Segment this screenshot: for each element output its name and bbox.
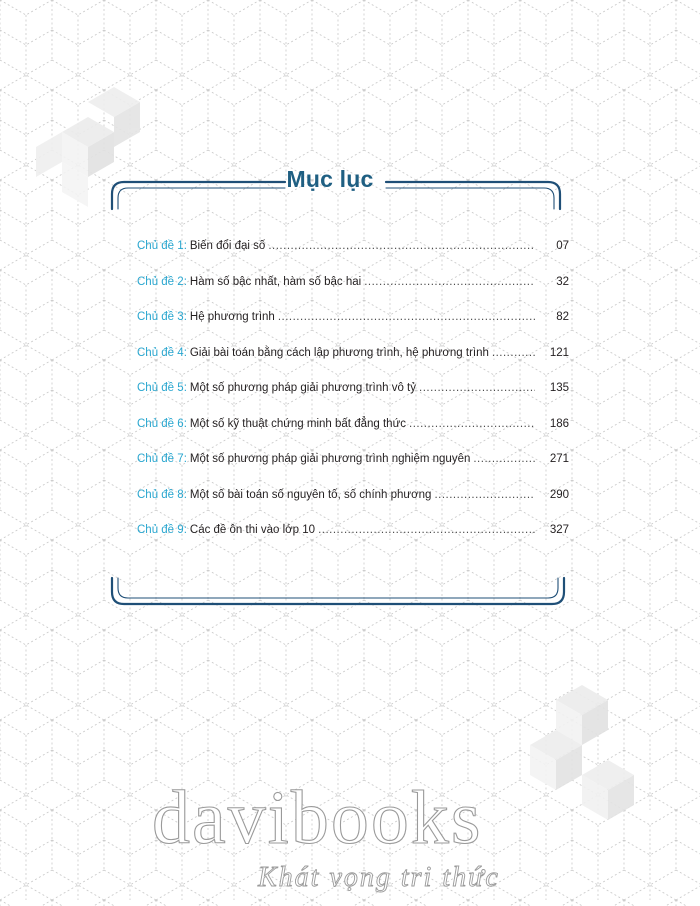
chapter-label: Chủ đề 8 — [137, 489, 184, 501]
toc-item-9[interactable]: Chủ đề 9 : Các đề ôn thi vào lớp 10 ..... 327 — [137, 516, 569, 536]
brand-watermark: davibooks — [152, 776, 483, 860]
toc-item-2[interactable]: Chủ đề 2 : Hàm số bậc nhất, hàm số bậc hai ..... 32 — [137, 268, 569, 288]
toc-item-3[interactable]: Chủ đề 3 : Hệ phương trình ..... 82 — [137, 303, 569, 323]
dot-leader — [364, 276, 535, 288]
toc-item-4[interactable]: Chủ đề 4 : Giải bài toán bằng cách lập phương trình, hệ phương trình ..... 121 — [137, 339, 569, 359]
page-number: 327 — [549, 524, 569, 536]
dot-leader — [492, 347, 535, 359]
page-number: 121 — [549, 347, 569, 359]
chapter-label: Chủ đề 7 — [137, 453, 184, 465]
dot-leader — [318, 524, 535, 536]
toc-item-6[interactable]: Chủ đề 6 : Một số kỹ thuật chứng minh bất đẳng thức ..... 186 — [137, 410, 569, 430]
page-number: 07 — [556, 240, 569, 252]
page-title: Mục lục — [286, 166, 374, 192]
page-number: 186 — [549, 418, 569, 430]
chapter-label: Chủ đề 5 — [137, 382, 184, 394]
chapter-label: Chủ đề 4 — [137, 347, 184, 359]
chapter-title: Biến đổi đại số — [189, 240, 266, 252]
chapter-title: Một số kỹ thuật chứng minh bất đẳng thức — [189, 418, 407, 430]
chapter-title: Một số phương pháp giải phương trình vô tỷ — [189, 382, 416, 394]
page-number: 32 — [556, 276, 569, 288]
dot-leader — [278, 311, 535, 323]
chapter-title: Hệ phương trình — [189, 311, 275, 323]
chapter-title: Một số bài toán số nguyên tố, số chính phương — [189, 489, 432, 501]
chapter-label: Chủ đề 6 — [137, 418, 184, 430]
page-number: 82 — [556, 311, 569, 323]
toc-item-8[interactable]: Chủ đề 8 : Một số bài toán số nguyên tố, số chính phương ..... 290 — [137, 481, 569, 501]
dot-leader — [473, 453, 535, 465]
chapter-title: Các đề ôn thi vào lớp 10 — [189, 524, 316, 536]
dot-leader — [409, 418, 535, 430]
page-number: 271 — [549, 453, 569, 465]
chapter-title: Giải bài toán bằng cách lập phương trình, hệ phương trình — [189, 347, 489, 359]
page-number: 290 — [549, 489, 569, 501]
chapter-label: Chủ đề 1 — [137, 240, 184, 252]
chapter-title: Một số phương pháp giải phương trình nghiệm nguyên — [189, 453, 471, 465]
chapter-label: Chủ đề 2 — [137, 276, 184, 288]
dot-leader — [434, 489, 535, 501]
chapter-title: Hàm số bậc nhất, hàm số bậc hai — [189, 276, 362, 288]
dot-leader — [419, 382, 535, 394]
brand-slogan: Khát vọng tri thức — [258, 862, 500, 893]
chapter-label: Chủ đề 9 — [137, 524, 184, 536]
toc-item-5[interactable]: Chủ đề 5 : Một số phương pháp giải phương trình vô tỷ ..... 135 — [137, 374, 569, 394]
toc-item-7[interactable]: Chủ đề 7 : Một số phương pháp giải phương trình nghiệm nguyên ..... 271 — [137, 445, 569, 465]
toc-item-1[interactable]: Chủ đề 1 : Biến đổi đại số ..... 07 — [137, 232, 569, 252]
dot-leader — [268, 240, 535, 252]
page-number: 135 — [549, 382, 569, 394]
chapter-label: Chủ đề 3 — [137, 311, 184, 323]
